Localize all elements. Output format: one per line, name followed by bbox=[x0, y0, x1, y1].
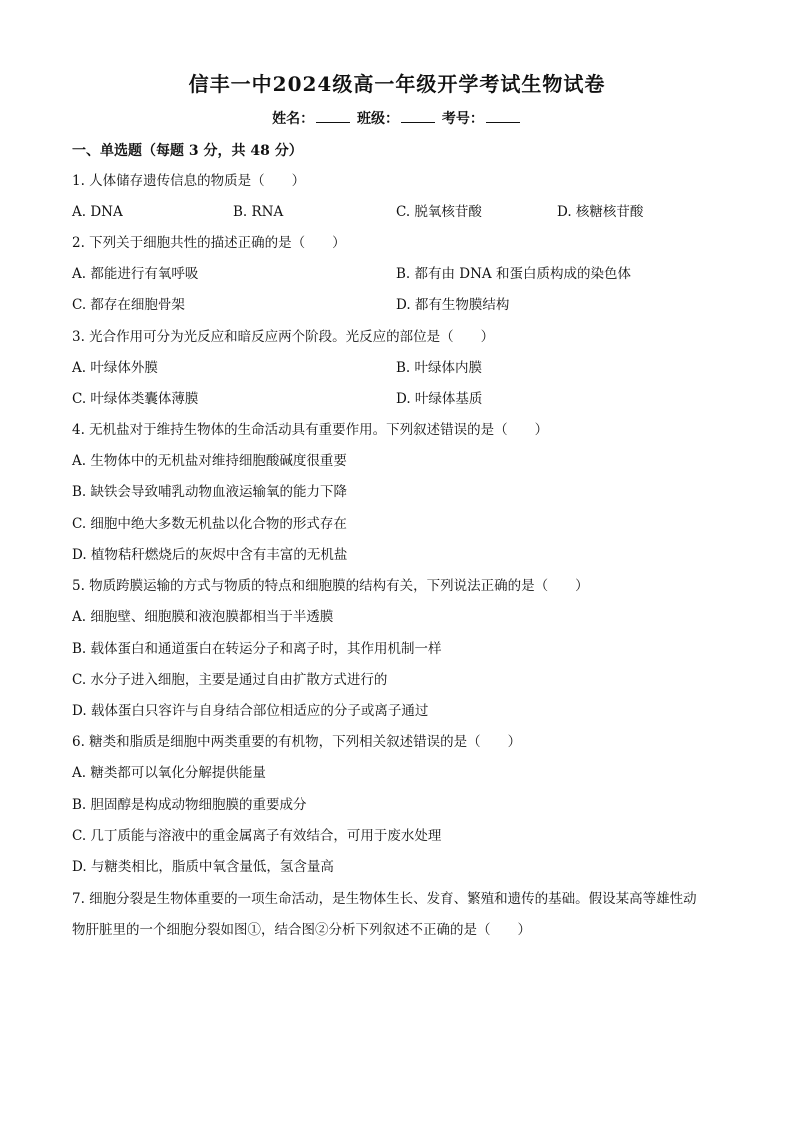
option-b: B. RNA bbox=[233, 204, 284, 220]
question-stem: 5. 物质跨膜运输的方式与物质的特点和细胞膜的结构有关，下列说法正确的是（ ） bbox=[72, 578, 589, 594]
option-c: C. 都存在细胞骨架 bbox=[72, 297, 185, 313]
option-c: C. 水分子进入细胞，主要是通过自由扩散方式进行的 bbox=[72, 672, 388, 688]
exam-no-blank bbox=[486, 110, 520, 123]
exam-no-label: 考号： bbox=[441, 111, 484, 127]
option-a: A. 叶绿体外膜 bbox=[72, 360, 158, 376]
option-d: D. 载体蛋白只容许与自身结合部位相适应的分子或离子通过 bbox=[72, 703, 429, 719]
exam-title: 信丰一中2024级高一年级开学考试生物试卷 bbox=[188, 72, 606, 96]
option-c: C. 脱氧核苷酸 bbox=[396, 204, 482, 220]
class-label: 班级： bbox=[357, 111, 399, 127]
question-stem: 2. 下列关于细胞共性的描述正确的是（ ） bbox=[72, 235, 346, 251]
question-stem: 7. 细胞分裂是生物体重要的一项生命活动，是生物体生长、发育、繁殖和遗传的基础。假设某高等雄性动 bbox=[72, 891, 697, 907]
option-a: A. 糖类都可以氧化分解提供能量 bbox=[72, 765, 266, 781]
option-c: C. 细胞中绝大多数无机盐以化合物的形式存在 bbox=[72, 516, 347, 532]
option-b: B. 载体蛋白和通道蛋白在转运分子和离子时，其作用机制一样 bbox=[72, 641, 442, 657]
option-a: A. 都能进行有氧呼吸 bbox=[72, 266, 199, 282]
option-b: B. 胆固醇是构成动物细胞膜的重要成分 bbox=[72, 797, 307, 813]
class-blank bbox=[401, 110, 435, 123]
option-c: C. 叶绿体类囊体薄膜 bbox=[72, 391, 199, 407]
option-d: D. 都有生物膜结构 bbox=[396, 297, 510, 313]
option-d: D. 植物秸秆燃烧后的灰烬中含有丰富的无机盐 bbox=[72, 547, 348, 563]
question-stem: 6. 糖类和脂质是细胞中两类重要的有机物，下列相关叙述错误的是（ ） bbox=[72, 734, 522, 750]
option-a: A. DNA bbox=[72, 204, 123, 220]
option-b: B. 缺铁会导致哺乳动物血液运输氧的能力下降 bbox=[72, 484, 348, 500]
option-d: D. 与糖类相比，脂质中氧含量低，氢含量高 bbox=[72, 859, 334, 875]
option-d: D. 核糖核苷酸 bbox=[557, 204, 644, 220]
option-d: D. 叶绿体基质 bbox=[396, 391, 483, 407]
option-b: B. 都有由 DNA 和蛋白质构成的染色体 bbox=[396, 266, 631, 282]
option-a: A. 细胞壁、细胞膜和液泡膜都相当于半透膜 bbox=[72, 609, 334, 625]
question-stem: 4. 无机盐对于维持生物体的生命活动具有重要作用。下列叙述错误的是（ ） bbox=[72, 422, 549, 438]
option-b: B. 叶绿体内膜 bbox=[396, 360, 483, 376]
section-heading: 一、单选题（每题 3 分，共 48 分） bbox=[72, 143, 303, 159]
option-a: A. 生物体中的无机盐对维持细胞酸碱度很重要 bbox=[72, 453, 347, 469]
student-info-line bbox=[0, 108, 794, 128]
question-stem: 1. 人体储存遗传信息的物质是（ ） bbox=[72, 173, 306, 189]
name-blank bbox=[316, 110, 350, 123]
name-label: 姓名： bbox=[272, 111, 315, 127]
option-c: C. 几丁质能与溶液中的重金属离子有效结合，可用于废水处理 bbox=[72, 828, 442, 844]
question-stem: 3. 光合作用可分为光反应和暗反应两个阶段。光反应的部位是（ ） bbox=[72, 329, 495, 345]
question-stem-continued: 物肝脏里的一个细胞分裂如图①，结合图②分析下列叙述不正确的是（ ） bbox=[72, 922, 531, 938]
